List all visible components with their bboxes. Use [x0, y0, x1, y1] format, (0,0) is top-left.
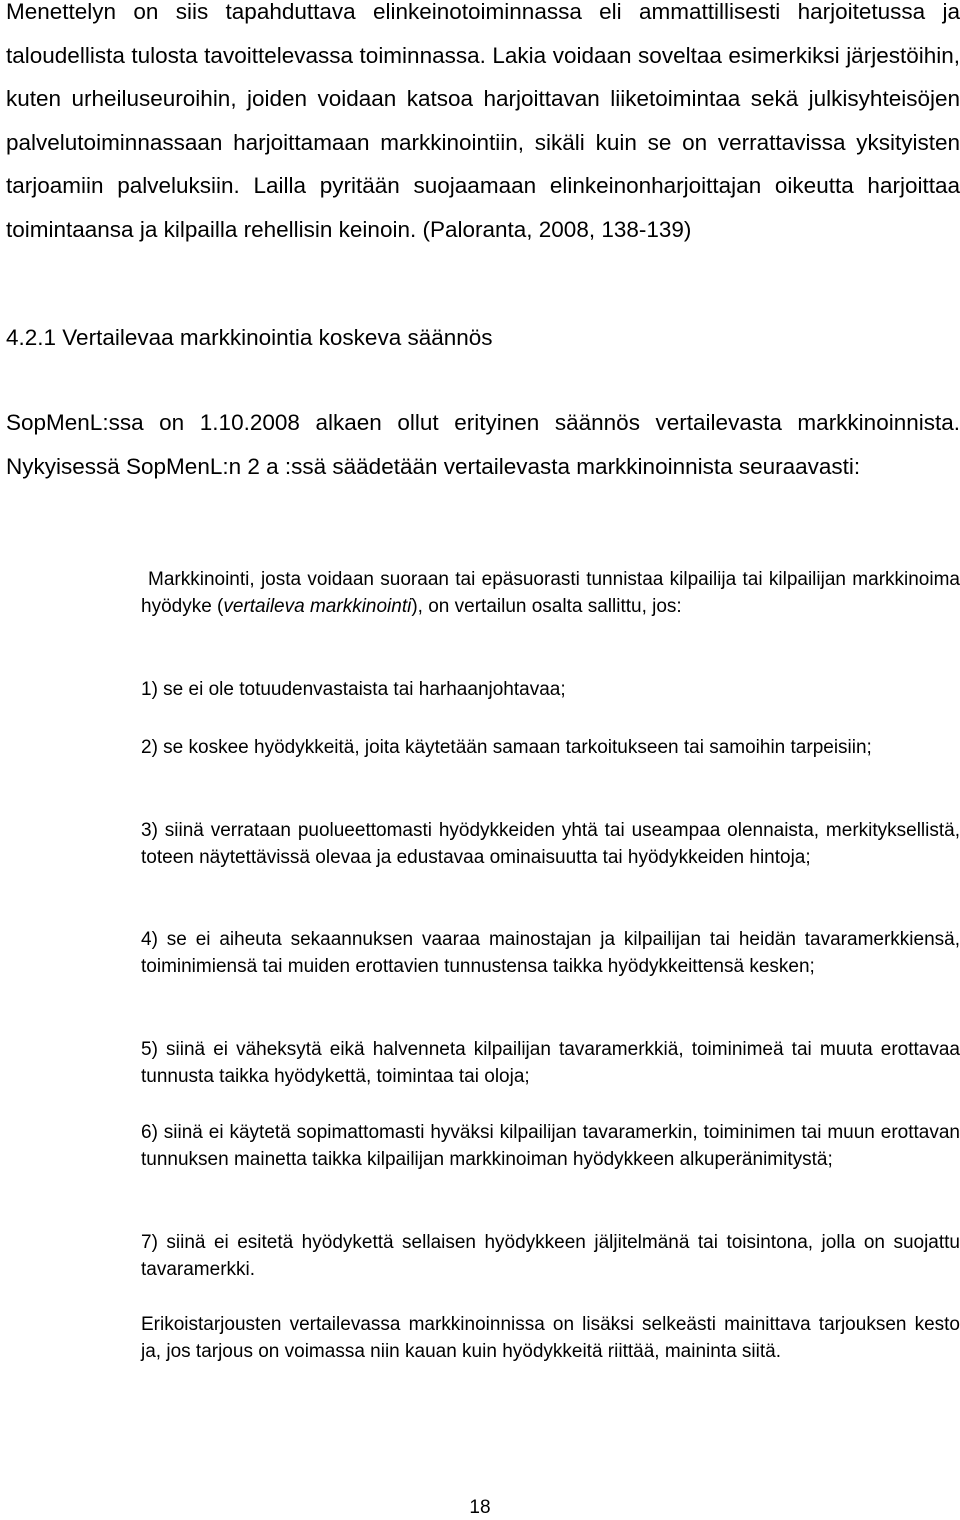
- quote-intro: [141, 566, 960, 620]
- quote-item-7: 7) siinä ei esitetä hyödykettä sellaisen hyödykkeen jäljitelmänä tai toisintona, jolla on suojattu tavaramerkki.: [141, 1232, 960, 1280]
- page-number: 18: [469, 1497, 491, 1518]
- body-paragraph-1: Menettelyn on siis tapahduttava elinkeinotoiminnassa eli ammattillisesti harjoitetussa ja taloudellista tulosta tavoittelevassa toiminnassa. Lakia voidaan soveltaa esimerkiksi järjestöihin, kuten urheiluseuroihin, joiden voidaan katsoa harjoittavan liiketoimintaa sekä julkisyhteisöjen palvelutoiminnassaan harjoittamaan markkinointiin, sikäli kuin se on verrattavissa yksityisten tarjoamiin palveluksiin. Lailla pyritään suojaamaan elinkeinonharjoittajan oikeutta harjoittaa toimintaansa ja kilpailla rehellisin keinoin. (Paloranta, 2008, 138-139): [6, 0, 960, 242]
- quote-closing: Erikoistarjousten vertailevassa markkinoinnissa on lisäksi selkeästi mainittava tarjouksen kesto ja, jos tarjous on voimassa niin kauan kuin hyödykkeitä riittää, maininta siitä.: [141, 1314, 960, 1362]
- quote-intro-term: vertaileva markkinointi: [223, 596, 412, 617]
- quote-item-5: 5) siinä ei väheksytä eikä halvenneta kilpailijan tavaramerkkiä, toiminimeä tai muuta erottavaa tunnusta taikka hyödykettä, toimintaa tai oloja;: [141, 1039, 960, 1087]
- quote-item-6: 6) siinä ei käytetä sopimattomasti hyväksi kilpailijan tavaramerkin, toiminimen tai muun erottavan tunnuksen mainetta taikka kilpailijan markkinoiman hyödykkeen alkuperänimitystä;: [141, 1122, 960, 1170]
- quote-item-2: 2) se koskee hyödykkeitä, joita käytetään samaan tarkoitukseen tai samoihin tarpeisiin;: [141, 737, 872, 758]
- quote-item-1: 1) se ei ole totuudenvastaista tai harhaanjohtavaa;: [141, 679, 566, 700]
- section-heading: 4.2.1 Vertailevaa markkinointia koskeva säännös: [6, 325, 493, 350]
- quote-item-3: 3) siinä verrataan puolueettomasti hyödykkeiden yhtä tai useampaa olennaista, merkityksellistä, toteen näytettävissä olevaa ja edustavaa ominaisuutta tai hyödykkeiden hintoja;: [141, 820, 960, 868]
- quote-intro-tail: ), on vertailun osalta sallittu, jos:: [411, 596, 682, 617]
- quote-item-4: 4) se ei aiheuta sekaannuksen vaaraa mainostajan ja kilpailijan tai heidän tavaramerkkiensä, toiminimiensä tai muiden erottavien tunnustensa taikka hyödykkeittensä kesken;: [141, 929, 960, 977]
- body-paragraph-2: SopMenL:ssa on 1.10.2008 alkaen ollut erityinen säännös vertailevasta markkinoinnista. Nykyisessä SopMenL:n 2 a :ssä säädetään vertailevasta markkinoinnista seuraavasti:: [6, 410, 960, 479]
- quote-intro-text: Markkinointi, josta voidaan suoraan tai epäsuorasti tunnistaa kilpailija tai kilpailijan markkinoima hyödyke (: [141, 569, 960, 617]
